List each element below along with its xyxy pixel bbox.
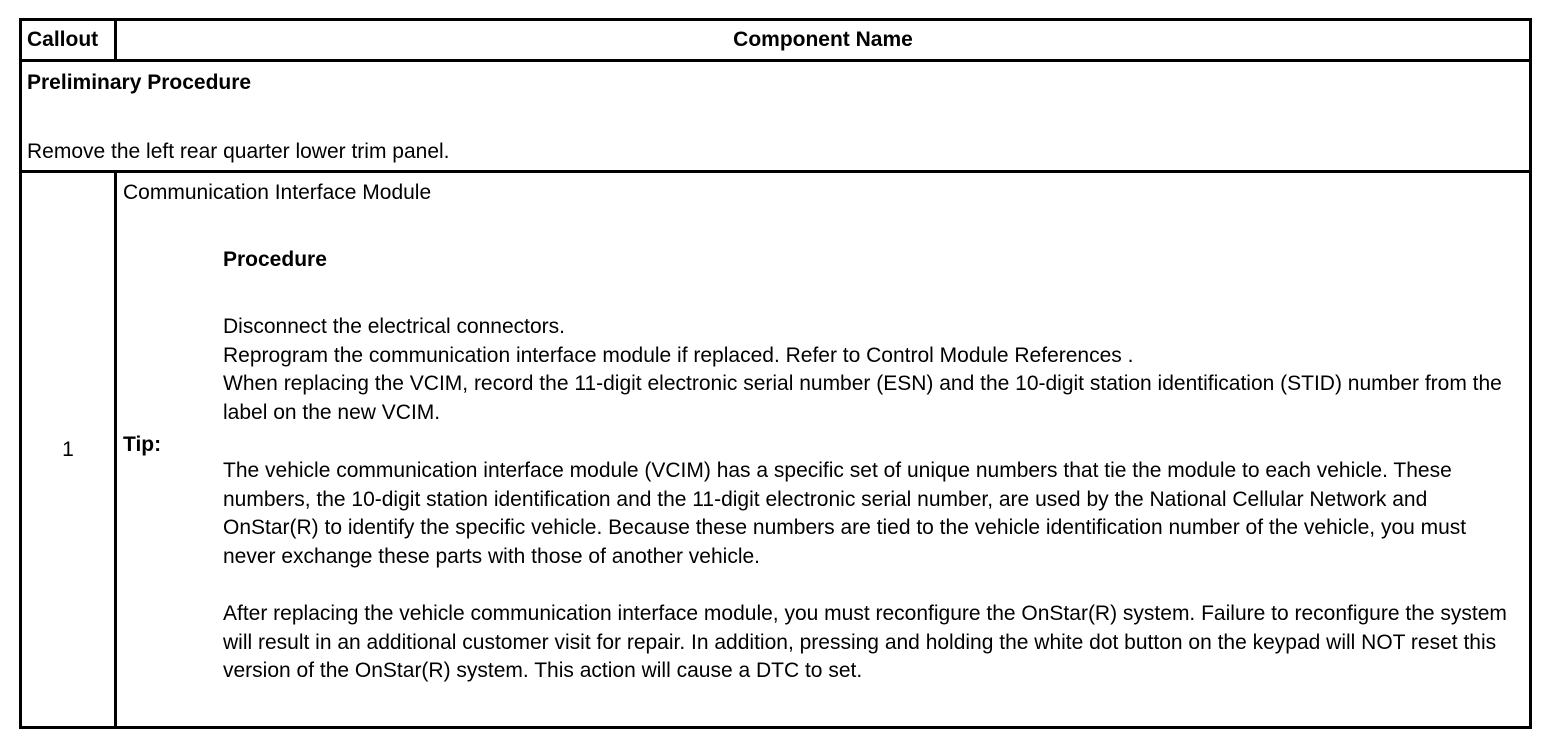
- component-cell: [117, 173, 1529, 726]
- procedure-step: Reprogram the communication interface module if replaced. Refer to Control Module References .: [223, 343, 1134, 367]
- procedure-step: Disconnect the electrical connectors.: [223, 315, 565, 338]
- tip-text: [223, 457, 1523, 715]
- tip-paragraph: After replacing the vehicle communication interface module, you must reconfigure the OnStar(R) system. Failure to reconfigure the system will result in an additional customer visit for repair. In addition, pressing and holding the white dot button on the keypad will NOT reset this version of the OnStar(R) system. This action will cause a DTC to set.: [223, 602, 1507, 682]
- preliminary-procedure-text: Remove the left rear quarter lower trim panel.: [27, 140, 450, 163]
- component-name-column-header: Component Name: [733, 28, 913, 51]
- procedure-step: When replacing the VCIM, record the 11-digit electronic serial number (ESN) and the 10-digit station identification (STID) number from the label on the new VCIM.: [223, 372, 1502, 424]
- callout-column-header: Callout: [22, 21, 117, 59]
- procedure-table: [19, 18, 1532, 729]
- callout-number: 1: [62, 438, 74, 461]
- procedure-heading: Procedure: [223, 248, 327, 271]
- tip-label: Tip:: [123, 433, 162, 456]
- component-name: Communication Interface Module: [123, 181, 432, 204]
- preliminary-procedure-row: [22, 62, 1529, 173]
- tip-paragraph: The vehicle communication interface module (VCIM) has a specific set of unique numbers that tie the module to each vehicle. These numbers, the 10-digit station identification and the 11-digit electronic serial number, are used by the National Cellular Network and OnStar(R) to identify the specific vehicle. Because these numbers are tied to the vehicle identification number of the vehicle, you must never exchange these parts with those of another vehicle.: [223, 459, 1467, 568]
- table-header-row: [22, 21, 1529, 62]
- callout-cell: [22, 173, 117, 726]
- preliminary-procedure-title: Preliminary Procedure: [27, 71, 252, 94]
- procedure-steps: [223, 313, 1513, 427]
- table-row: [22, 173, 1529, 726]
